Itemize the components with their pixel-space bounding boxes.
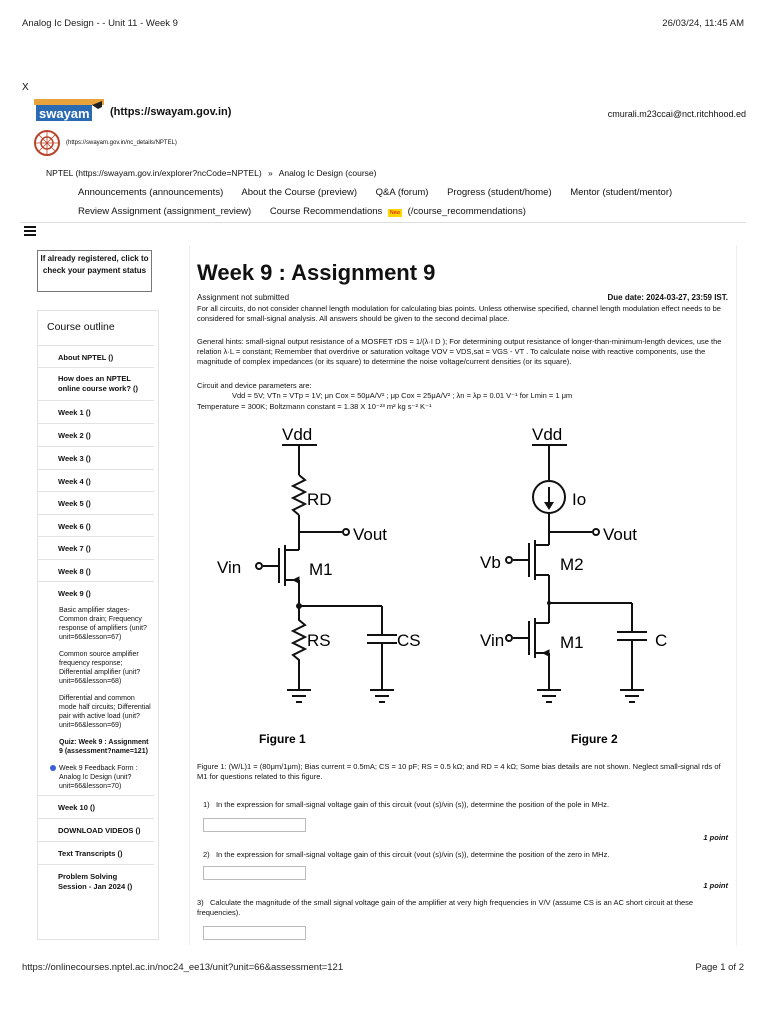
outline-item[interactable]: Week 8 () xyxy=(38,559,154,581)
new-badge-icon: New xyxy=(389,210,400,216)
m1-fig2-source-arrow xyxy=(543,650,549,656)
temperature-line: Temperature = 300K; Boltzmann constant = 1.38 X 10⁻²³ m² kg s⁻² K⁻¹ xyxy=(197,402,432,411)
nav-recommendations-url[interactable]: (/course_recommendations) xyxy=(407,206,526,217)
nav-qa[interactable]: Q&A (forum) xyxy=(375,187,429,198)
breadcrumb xyxy=(46,168,380,178)
nav-mentor[interactable]: Mentor (student/mentor) xyxy=(570,187,673,198)
nav-review[interactable]: Review Assignment (assignment_review) xyxy=(78,206,252,217)
instructions-text: For all circuits, do not consider channel length modulation for calculating bias points. Unless otherwise specified, channel length modulation effect needs to be considered for small-signal analysis. All answers should be given to the second decimal place. xyxy=(197,304,721,323)
fig2-vin-label: Vin xyxy=(480,631,505,650)
outline-item[interactable]: About NPTEL () xyxy=(38,345,154,367)
fig1-rs-label: RS xyxy=(307,631,331,650)
close-button[interactable]: X xyxy=(22,82,29,93)
general-hints-text: General hints: small-signal output resistance of a MOSFET rDS = 1/(λ·I D ); For determining output resistance of longer-than-minimum-length devices, use the relation λ·L = constant; Remember that overdrive or saturation voltage VOV = VDS,sat = VGS - VT . To calculate noise with reactive components, use the magnitude of complex impedances (or its square) to determine the noise voltage/current densities (or its square). xyxy=(197,337,722,366)
outline-subitem-feedback[interactable] xyxy=(38,760,158,795)
fig1-vin-label: Vin xyxy=(217,558,242,577)
outline-item[interactable]: Week 7 () xyxy=(38,536,154,559)
outline-item[interactable]: DOWNLOAD VIDEOS () xyxy=(38,818,154,841)
question-3 xyxy=(197,898,725,918)
outline-item-week9[interactable]: Week 9 () xyxy=(38,581,154,603)
feedback-label[interactable]: Week 9 Feedback Form : Analog Ic Design (unit?unit=66&lesson=70) xyxy=(59,765,138,790)
logo-text: swayam xyxy=(39,106,90,121)
fig1-vdd-label: Vdd xyxy=(282,425,313,444)
question-number: 1) xyxy=(203,800,210,809)
current-item-icon xyxy=(50,765,56,771)
print-header-title: Analog Ic Design - - Unit 11 - Week 9 xyxy=(22,18,178,29)
fig1-rd-label: RD xyxy=(307,490,332,509)
fig1-caption: Figure 1 xyxy=(259,732,306,746)
course-outline xyxy=(37,310,159,940)
answer-input-1[interactable] xyxy=(203,818,306,832)
outline-item[interactable]: Week 3 () xyxy=(38,446,154,469)
fig2-vb-label: Vb xyxy=(480,553,501,572)
answer-input-2[interactable] xyxy=(203,866,306,880)
course-nav-row1 xyxy=(78,187,688,198)
outline-subitem[interactable]: Differential and common mode half circuits; Differential pair with active load (unit?unit=66&lesson=69) xyxy=(59,695,151,729)
fig1-vout-label: Vout xyxy=(353,525,388,544)
figure1-note: Figure 1: (W/L)1 = (80μm/1μm); Bias current = 0.5mA; CS = 10 pF; RS = 0.5 kΩ; and RD = 4 kΩ; Some bias details are not shown. Neglect small-signal rds of M1 for questions related to this figure. xyxy=(197,762,721,781)
home-link[interactable]: (https://swayam.gov.in) xyxy=(110,106,232,118)
course-outline-title: Course outline xyxy=(47,321,115,333)
outline-subitem[interactable]: Basic amplifier stages-Common drain; Frequency response of amplifiers (unit?unit=66&lesson=67) xyxy=(59,607,147,641)
nav-progress[interactable]: Progress (student/home) xyxy=(447,187,552,198)
question-text: In the expression for small-signal voltage gain of this circuit (vout (s)/vin (s)), determine the position of the zero in MHz. xyxy=(215,850,610,859)
page-title: Week 9 : Assignment 9 xyxy=(197,260,436,285)
print-footer-page: Page 1 of 2 xyxy=(695,962,744,973)
question-number: 2) xyxy=(203,850,210,859)
swayam-logo[interactable] xyxy=(34,99,104,125)
outline-subitem-quiz[interactable]: Quiz: Week 9 : Assignment 9 (assessment?name=121) xyxy=(59,739,149,755)
fig2-c-label: C xyxy=(655,631,668,650)
nav-announcements[interactable]: Announcements (announcements) xyxy=(78,187,224,198)
outline-item[interactable]: Text Transcripts () xyxy=(38,841,154,864)
question-points: 1 point xyxy=(703,833,728,842)
outline-item[interactable]: Week 4 () xyxy=(38,469,154,491)
user-email[interactable]: cmurali.m23ccai@nct.ritchhood.ed xyxy=(607,109,746,119)
circuit-figures xyxy=(197,420,727,750)
question-text: In the expression for small-signal voltage gain of this circuit (vout (s)/vin (s)), determine the position of the pole in MHz. xyxy=(215,800,610,809)
answer-input-3[interactable] xyxy=(203,926,306,940)
breadcrumb-root[interactable]: NPTEL (https://swayam.gov.in/explorer?ncCode=NPTEL) xyxy=(46,168,262,178)
fig1-cs-label: CS xyxy=(397,631,421,650)
outline-item[interactable]: Week 1 () xyxy=(38,400,154,423)
m1-source-arrow xyxy=(293,577,299,583)
params-line: Vdd = 5V; VTn = VTp = 1V; μn Cox = 50μA/V² ; μp Cox = 25μA/V² ; λn = λp = 0.01 V⁻¹ for Lmin = 1 μm xyxy=(232,391,573,400)
nptel-link[interactable]: (https://swayam.gov.in/nc_details/NPTEL) xyxy=(66,140,177,146)
nptel-emblem-icon[interactable] xyxy=(34,130,60,156)
current-source-arrow xyxy=(544,502,554,510)
fig1-m1-label: M1 xyxy=(309,560,333,579)
print-footer-url: https://onlinecourses.nptel.ac.in/noc24_ee13/unit?unit=66&assessment=121 xyxy=(22,962,344,973)
outline-item[interactable]: How does an NPTEL online course work? () xyxy=(38,367,154,400)
submission-status: Assignment not submitted xyxy=(197,293,290,302)
nav-divider xyxy=(20,222,746,223)
params-heading: Circuit and device parameters are: xyxy=(197,381,312,390)
nav-recommendations-label[interactable]: Course Recommendations xyxy=(269,206,383,217)
course-nav-row2 xyxy=(78,206,542,217)
fig2-io-label: Io xyxy=(572,490,587,509)
outline-subitem[interactable]: Common source amplifier frequency response; Differential amplifier (unit?unit=66&lesson=68) xyxy=(59,651,141,685)
question-text: Calculate the magnitude of the small signal voltage gain of the amplifier at very high frequencies in V/V (assume CS is an AC short circuit at these frequencies). xyxy=(197,898,694,917)
outline-item[interactable]: Problem Solving Session - Jan 2024 () xyxy=(38,864,154,898)
print-header-datetime: 26/03/24, 11:45 AM xyxy=(662,18,744,29)
breadcrumb-course[interactable]: Analog Ic Design (course) xyxy=(278,168,377,178)
question-2 xyxy=(203,850,723,860)
payment-status-button[interactable]: If already registered, click to check your payment status xyxy=(37,250,152,292)
fig2-vout-label: Vout xyxy=(603,525,638,544)
breadcrumb-separator: » xyxy=(268,168,273,178)
fig2-vdd-label: Vdd xyxy=(532,425,563,444)
question-1 xyxy=(203,800,723,810)
nav-about[interactable]: About the Course (preview) xyxy=(241,187,357,198)
outline-item[interactable]: Week 10 () xyxy=(38,795,154,818)
question-number: 3) xyxy=(197,898,204,907)
fig2-m1-label: M1 xyxy=(560,633,584,652)
fig2-m2-label: M2 xyxy=(560,555,584,574)
outline-item[interactable]: Week 6 () xyxy=(38,514,154,536)
outline-item[interactable]: Week 5 () xyxy=(38,491,154,514)
menu-icon[interactable] xyxy=(24,226,36,238)
fig2-caption: Figure 2 xyxy=(571,732,618,746)
nav-recommendations[interactable] xyxy=(270,206,542,217)
due-date: Due date: 2024-03-27, 23:59 IST. xyxy=(607,293,728,302)
outline-item[interactable]: Week 2 () xyxy=(38,423,154,446)
question-points: 1 point xyxy=(703,881,728,890)
